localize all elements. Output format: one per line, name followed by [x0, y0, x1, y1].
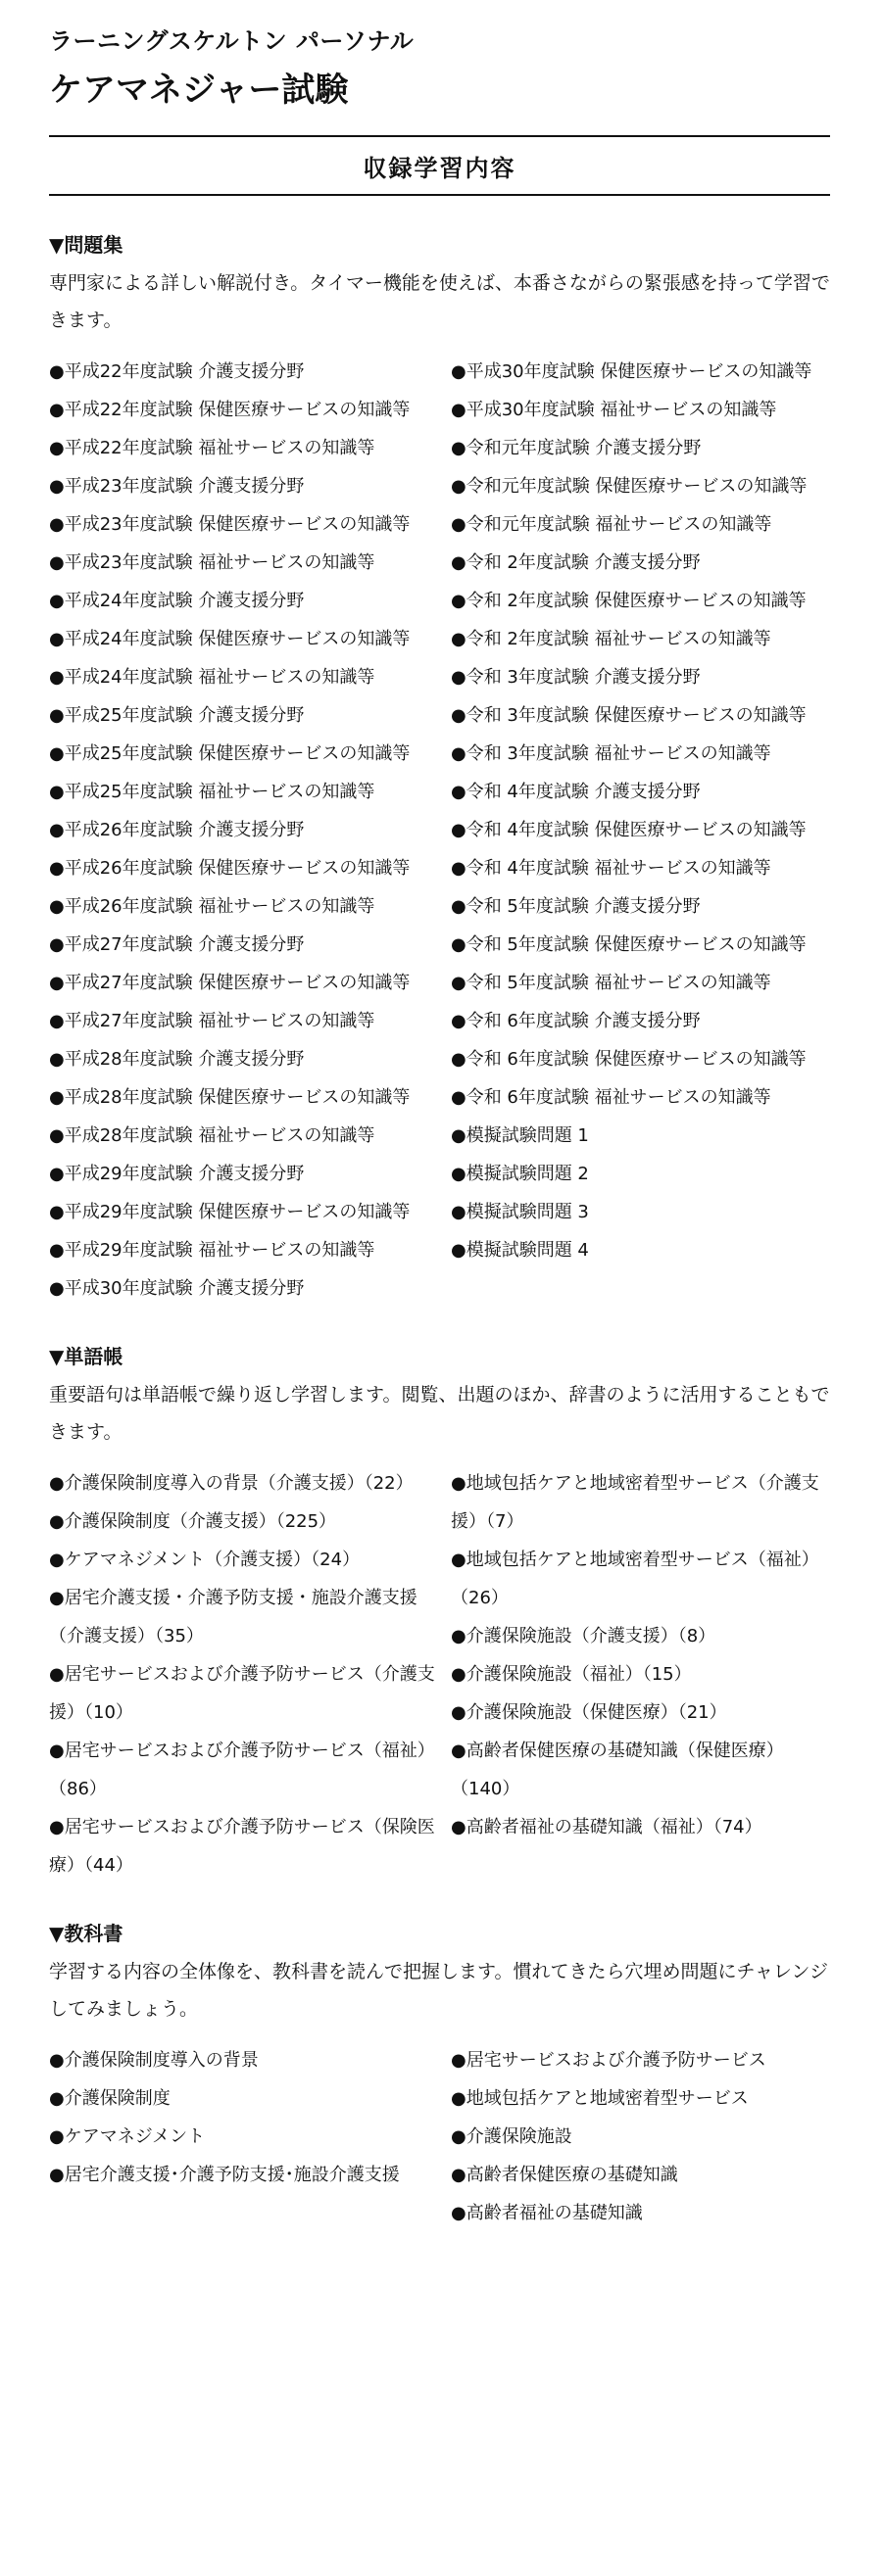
list-item: ●令和 5年度試験 保健医療サービスの知識等: [451, 934, 807, 955]
section-vocabulary: [49, 1337, 830, 1884]
list-item: ●平成22年度試験 保健医療サービスの知識等: [49, 400, 411, 420]
list-item: ●居宅サービスおよび介護予防サービス（介護支援）（10）: [49, 1664, 435, 1723]
list-item: ●平成30年度試験 介護支援分野: [49, 1278, 305, 1299]
list-item: ●平成26年度試験 福祉サービスの知識等: [49, 896, 375, 917]
item-columns: [49, 353, 830, 1308]
section-description: 専門家による詳しい解説付き。タイマー機能を使えば、本番さながらの緊張感を持って学習できます。: [49, 272, 830, 331]
list-item: ●令和 2年度試験 保健医療サービスの知識等: [451, 591, 807, 611]
list-item: ●平成28年度試験 介護支援分野: [49, 1049, 305, 1070]
list-item: ●平成29年度試験 保健医療サービスの知識等: [49, 1202, 411, 1222]
list-item: ●高齢者保健医療の基礎知識: [451, 2165, 678, 2185]
right-column: [451, 1464, 830, 1884]
list-item: ●令和 5年度試験 福祉サービスの知識等: [451, 973, 771, 993]
list-item: ●介護保険制度（介護支援）（225）: [49, 1511, 337, 1532]
list-item: ●平成23年度試験 福祉サービスの知識等: [49, 552, 375, 573]
list-item: ●居宅介護支援･介護予防支援･施設介護支援: [49, 2165, 400, 2185]
page: [49, 0, 830, 2232]
right-column: [451, 2041, 830, 2232]
list-item: ●平成22年度試験 福祉サービスの知識等: [49, 438, 375, 458]
item-columns: [49, 1464, 830, 1884]
list-item: ●平成25年度試験 保健医療サービスの知識等: [49, 743, 411, 764]
list-item: ●介護保険施設（福祉）（15）: [451, 1664, 692, 1685]
right-column: [451, 353, 830, 1308]
app-subtitle: ラーニングスケルトン パーソナル: [49, 27, 415, 55]
list-item: ●模擬試験問題 2: [451, 1164, 589, 1184]
list-item: ●ケアマネジメント（介護支援）（24）: [49, 1550, 361, 1570]
list-item: ●模擬試験問題 3: [451, 1202, 589, 1222]
left-column: [49, 1464, 451, 1884]
left-column: [49, 353, 451, 1308]
list-item: ●平成26年度試験 保健医療サービスの知識等: [49, 858, 411, 879]
list-item: ●高齢者福祉の基礎知識（福祉）（74）: [451, 1817, 762, 1837]
list-item: ●居宅サービスおよび介護予防サービス（保険医療）（44）: [49, 1817, 435, 1876]
list-item: ●介護保険制度: [49, 2088, 171, 2109]
section-description: 学習する内容の全体像を、教科書を読んで把握します。慣れてきたら穴埋め問題にチャレンジしてみましょう。: [49, 1961, 828, 2020]
list-item: ●令和 4年度試験 介護支援分野: [451, 782, 701, 802]
list-item: ●模擬試験問題 4: [451, 1240, 589, 1261]
list-item: ●平成29年度試験 福祉サービスの知識等: [49, 1240, 375, 1261]
list-item: ●居宅サービスおよび介護予防サービス（福祉）（86）: [49, 1741, 435, 1799]
list-item: ●高齢者福祉の基礎知識: [451, 2203, 643, 2223]
list-item: ●令和元年度試験 保健医療サービスの知識等: [451, 476, 808, 497]
list-item: ●平成27年度試験 福祉サービスの知識等: [49, 1011, 375, 1031]
left-column: [49, 2041, 451, 2232]
page-title: ケアマネジャー試験: [49, 71, 349, 110]
list-item: ●模擬試験問題 1: [451, 1125, 589, 1146]
list-item: ●平成24年度試験 保健医療サービスの知識等: [49, 629, 411, 649]
list-item: ●平成30年度試験 保健医療サービスの知識等: [451, 361, 812, 382]
list-item: ●介護保険施設（保健医療）（21）: [451, 1702, 727, 1723]
list-item: ●令和 3年度試験 介護支援分野: [451, 667, 701, 688]
list-item: ●令和 2年度試験 介護支援分野: [451, 552, 701, 573]
list-item: ●令和 6年度試験 福祉サービスの知識等: [451, 1087, 771, 1108]
list-item: ●令和 2年度試験 福祉サービスの知識等: [451, 629, 771, 649]
section-question-bank: [49, 225, 830, 1308]
list-item: ●平成28年度試験 保健医療サービスの知識等: [49, 1087, 411, 1108]
list-item: ●平成25年度試験 福祉サービスの知識等: [49, 782, 375, 802]
list-item: ●介護保険制度導入の背景（介護支援）（22）: [49, 1473, 414, 1494]
list-item: ●令和 3年度試験 保健医療サービスの知識等: [451, 705, 807, 726]
list-item: ●平成27年度試験 保健医療サービスの知識等: [49, 973, 411, 993]
list-item: ●地域包括ケアと地域密着型サービス: [451, 2088, 749, 2109]
section-title: ▼単語帳: [49, 1345, 123, 1368]
list-item: ●地域包括ケアと地域密着型サービス（介護支援）（7）: [451, 1473, 819, 1532]
list-item: ●令和 5年度試験 介護支援分野: [451, 896, 701, 917]
list-item: ●介護保険制度導入の背景: [49, 2050, 259, 2071]
contents-heading: 収録学習内容: [49, 135, 830, 196]
list-item: ●令和元年度試験 介護支援分野: [451, 438, 702, 458]
list-item: ●令和 6年度試験 介護支援分野: [451, 1011, 701, 1031]
section-textbook: [49, 1914, 830, 2232]
list-item: ●令和 6年度試験 保健医療サービスの知識等: [451, 1049, 807, 1070]
item-columns: [49, 2041, 830, 2232]
list-item: ●平成30年度試験 福祉サービスの知識等: [451, 400, 777, 420]
list-item: ●高齢者保健医療の基礎知識（保健医療）（140）: [451, 1741, 784, 1799]
list-item: ●ケアマネジメント: [49, 2126, 206, 2147]
list-item: ●平成26年度試験 介護支援分野: [49, 820, 305, 840]
section-title: ▼問題集: [49, 233, 123, 257]
list-item: ●令和 4年度試験 保健医療サービスの知識等: [451, 820, 807, 840]
list-item: ●令和元年度試験 福祉サービスの知識等: [451, 514, 772, 535]
list-item: ●介護保険施設（介護支援）（8）: [451, 1626, 716, 1646]
list-item: ●平成22年度試験 介護支援分野: [49, 361, 305, 382]
list-item: ●平成28年度試験 福祉サービスの知識等: [49, 1125, 375, 1146]
list-item: ●令和 3年度試験 福祉サービスの知識等: [451, 743, 771, 764]
list-item: ●平成24年度試験 福祉サービスの知識等: [49, 667, 375, 688]
section-description: 重要語句は単語帳で繰り返し学習します。閲覧、出題のほか、辞書のように活用することもできます。: [49, 1384, 830, 1443]
list-item: ●介護保険施設: [451, 2126, 572, 2147]
list-item: ●平成29年度試験 介護支援分野: [49, 1164, 305, 1184]
list-item: ●居宅介護支援・介護予防支援・施設介護支援（介護支援）（35）: [49, 1588, 417, 1646]
list-item: ●平成23年度試験 保健医療サービスの知識等: [49, 514, 411, 535]
section-title: ▼教科書: [49, 1922, 123, 1945]
list-item: ●令和 4年度試験 福祉サービスの知識等: [451, 858, 771, 879]
list-item: ●地域包括ケアと地域密着型サービス（福祉）（26）: [451, 1550, 819, 1608]
list-item: ●平成27年度試験 介護支援分野: [49, 934, 305, 955]
list-item: ●居宅サービスおよび介護予防サービス: [451, 2050, 766, 2071]
list-item: ●平成24年度試験 介護支援分野: [49, 591, 305, 611]
list-item: ●平成25年度試験 介護支援分野: [49, 705, 305, 726]
list-item: ●平成23年度試験 介護支援分野: [49, 476, 305, 497]
